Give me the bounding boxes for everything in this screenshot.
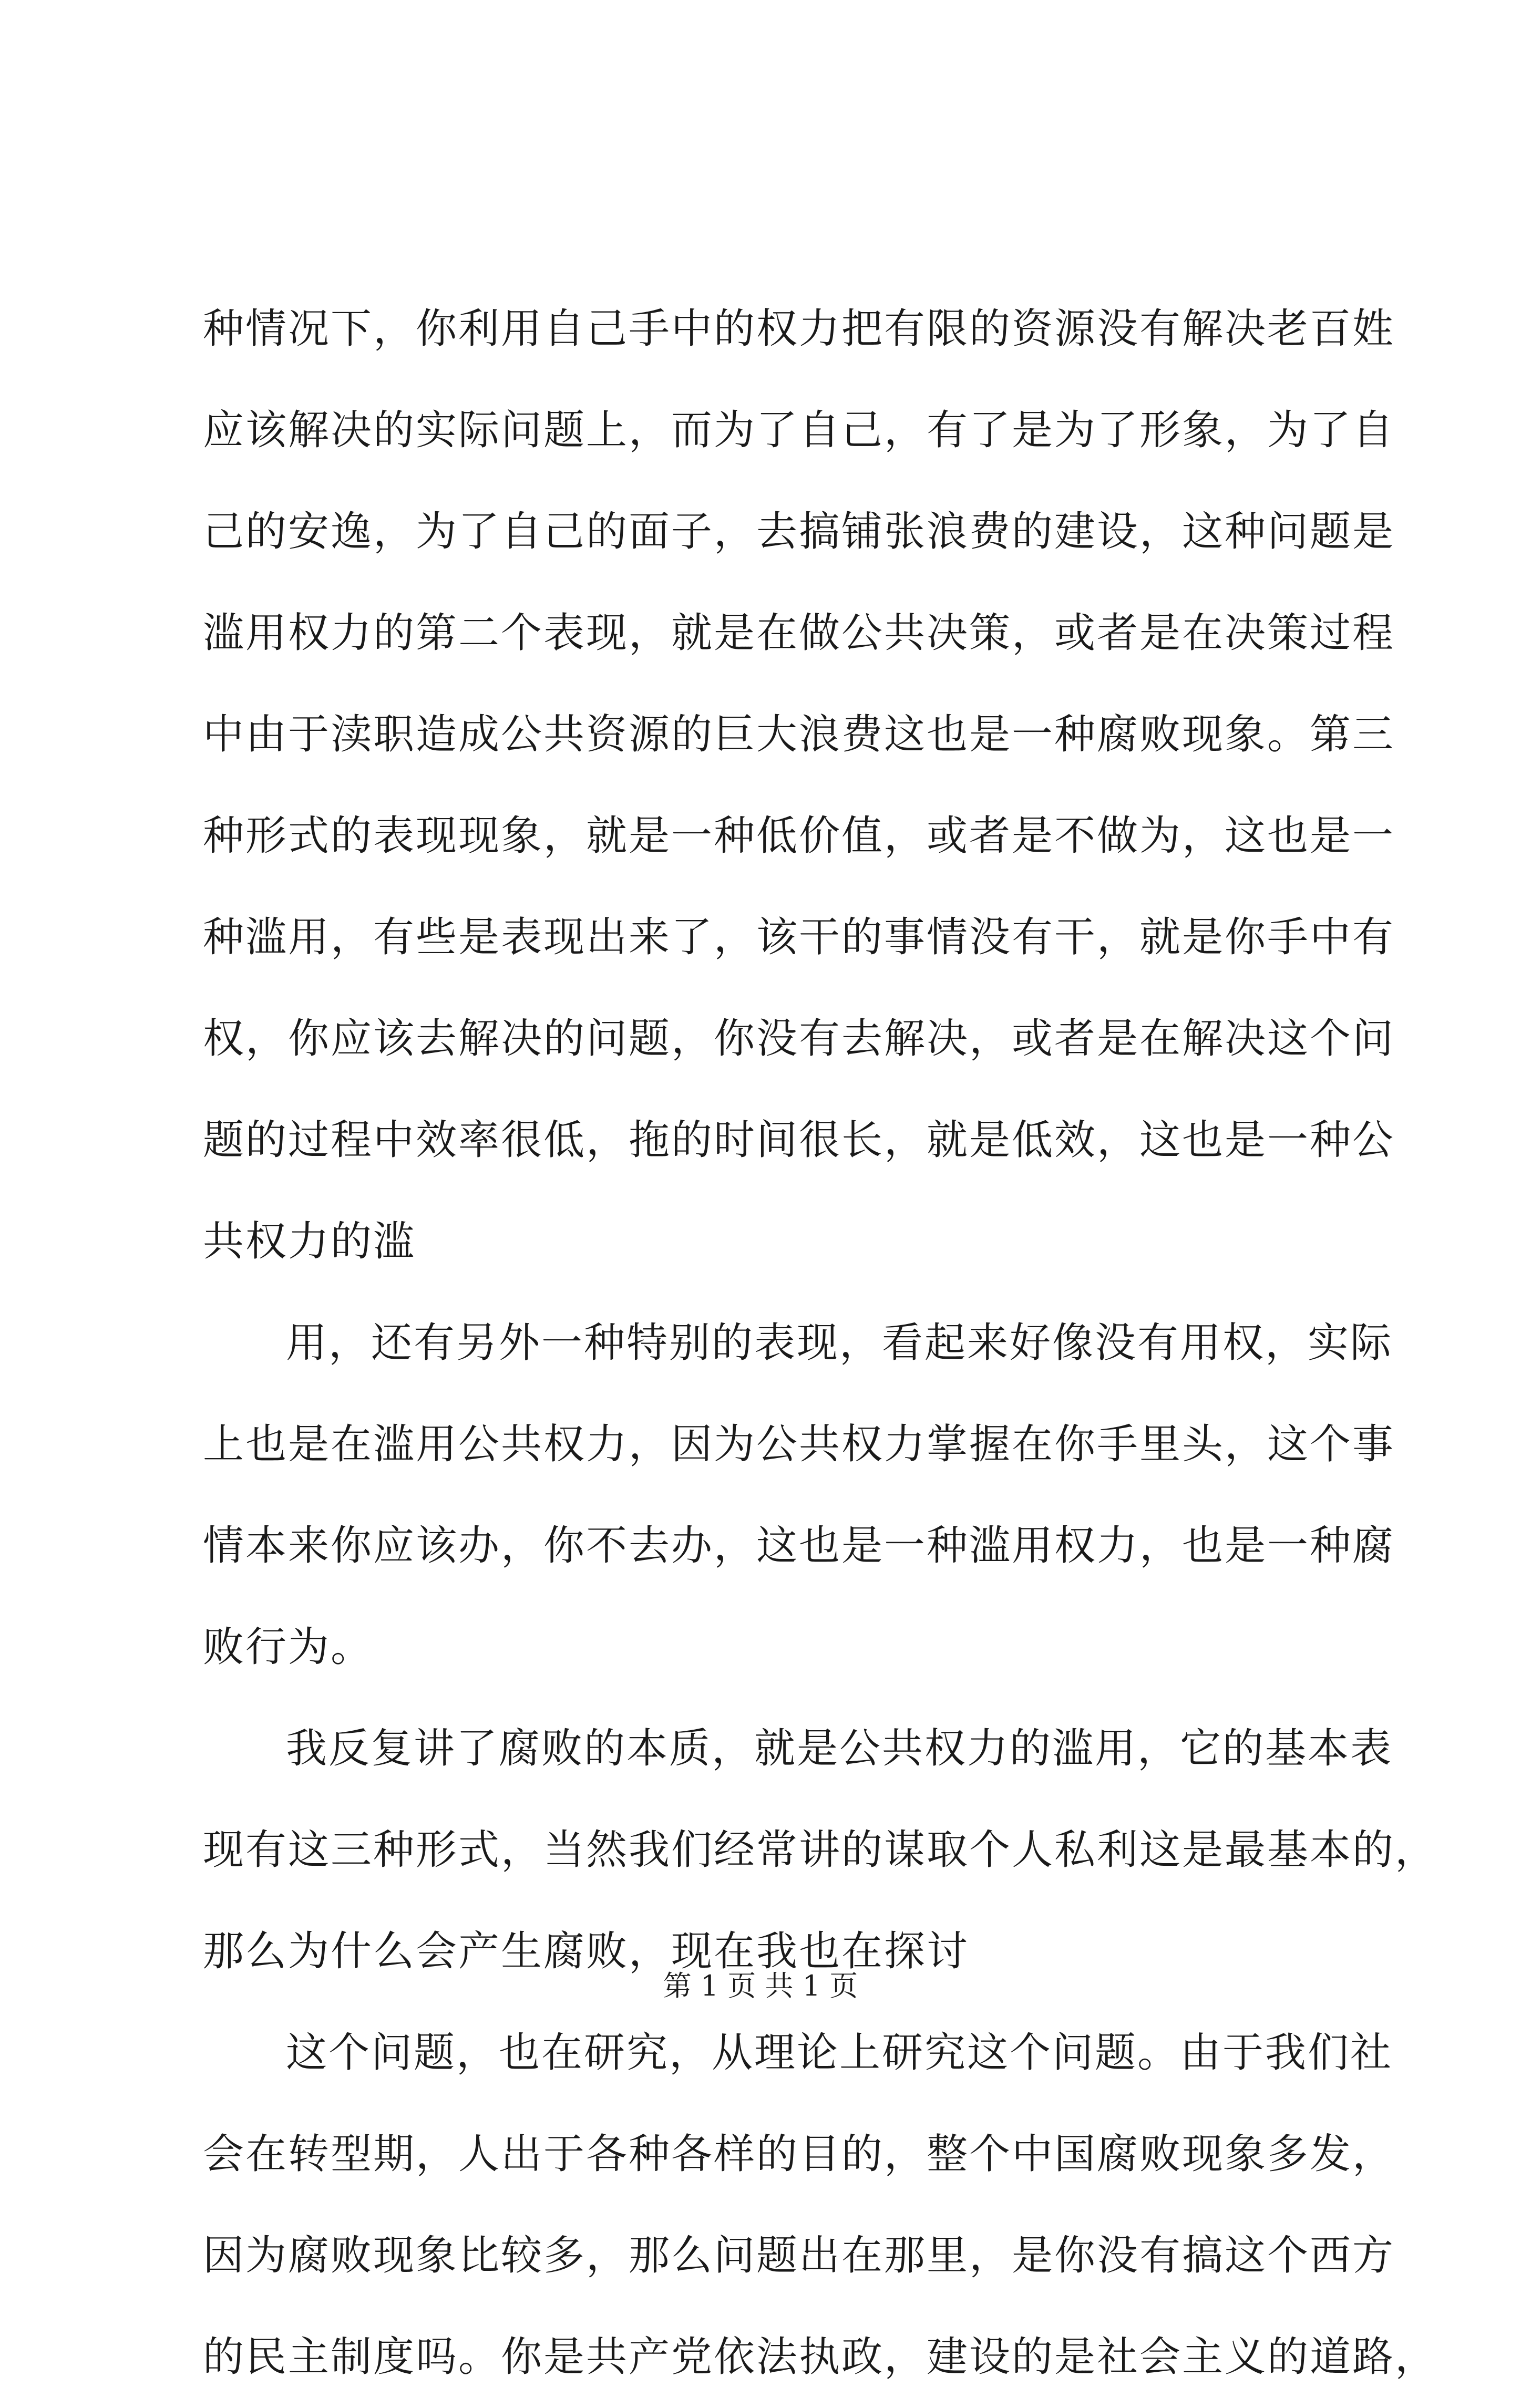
paragraph-start-line: 这个问题，也在研究，从理论上研究这个问题。由于我们社 (286, 2029, 1393, 2076)
text-line: 上也是在滥用公共权力，因为公共权力掌握在你手里头，这个事 (203, 1421, 1395, 1468)
text-line: 那么为什么会产生腐败，现在我也在探讨 (203, 1928, 970, 1975)
page-number-footer: 第 1 页 共 1 页 (663, 1969, 858, 2002)
text-line: 共权力的滥 (203, 1218, 416, 1265)
text-line: 应该解决的实际问题上，而为了自己，有了是为了形象，为了自 (203, 407, 1395, 454)
text-line: 权，你应该去解决的问题，你没有去解决，或者是在解决这个问 (203, 1015, 1395, 1062)
text-line: 种滥用，有些是表现出来了，该干的事情没有干，就是你手中有 (203, 914, 1395, 961)
text-line: 因为腐败现象比较多，那么问题出在那里，是你没有搞这个西方 (203, 2232, 1395, 2279)
text-line: 题的过程中效率很低，拖的时间很长，就是低效，这也是一种公 (203, 1117, 1395, 1164)
text-line: 会在转型期，人出于各种各样的目的，整个中国腐败现象多发， (203, 2131, 1395, 2178)
text-line: 败行为。 (203, 1624, 374, 1671)
text-line: 滥用权力的第二个表现，就是在做公共决策，或者是在决策过程 (203, 609, 1395, 657)
document-body (203, 278, 1438, 2408)
text-line: 种情况下，你利用自己手中的权力把有限的资源没有解决老百姓 (203, 305, 1395, 353)
text-line: 中由于渎职造成公共资源的巨大浪费这也是一种腐败现象。第三 (203, 711, 1395, 758)
paragraph-start-line: 我反复讲了腐败的本质，就是公共权力的滥用，它的基本表 (286, 1725, 1393, 1772)
text-line: 情本来你应该办，你不去办，这也是一种滥用权力，也是一种腐 (203, 1522, 1395, 1569)
text-line: 种形式的表现现象，就是一种低价值，或者是不做为，这也是一 (203, 812, 1395, 860)
text-line: 己的安逸，为了自己的面子，去搞铺张浪费的建设，这种问题是 (203, 508, 1395, 555)
text-line: 现有这三种形式，当然我们经常讲的谋取个人私利这是最基本的， (203, 1826, 1438, 1874)
text-line: 的民主制度吗。你是共产党依法执政，建设的是社会主义的道路， (203, 2333, 1438, 2381)
paragraph-start-line: 用，还有另外一种特别的表现，看起来好像没有用权，实际 (286, 1319, 1393, 1367)
